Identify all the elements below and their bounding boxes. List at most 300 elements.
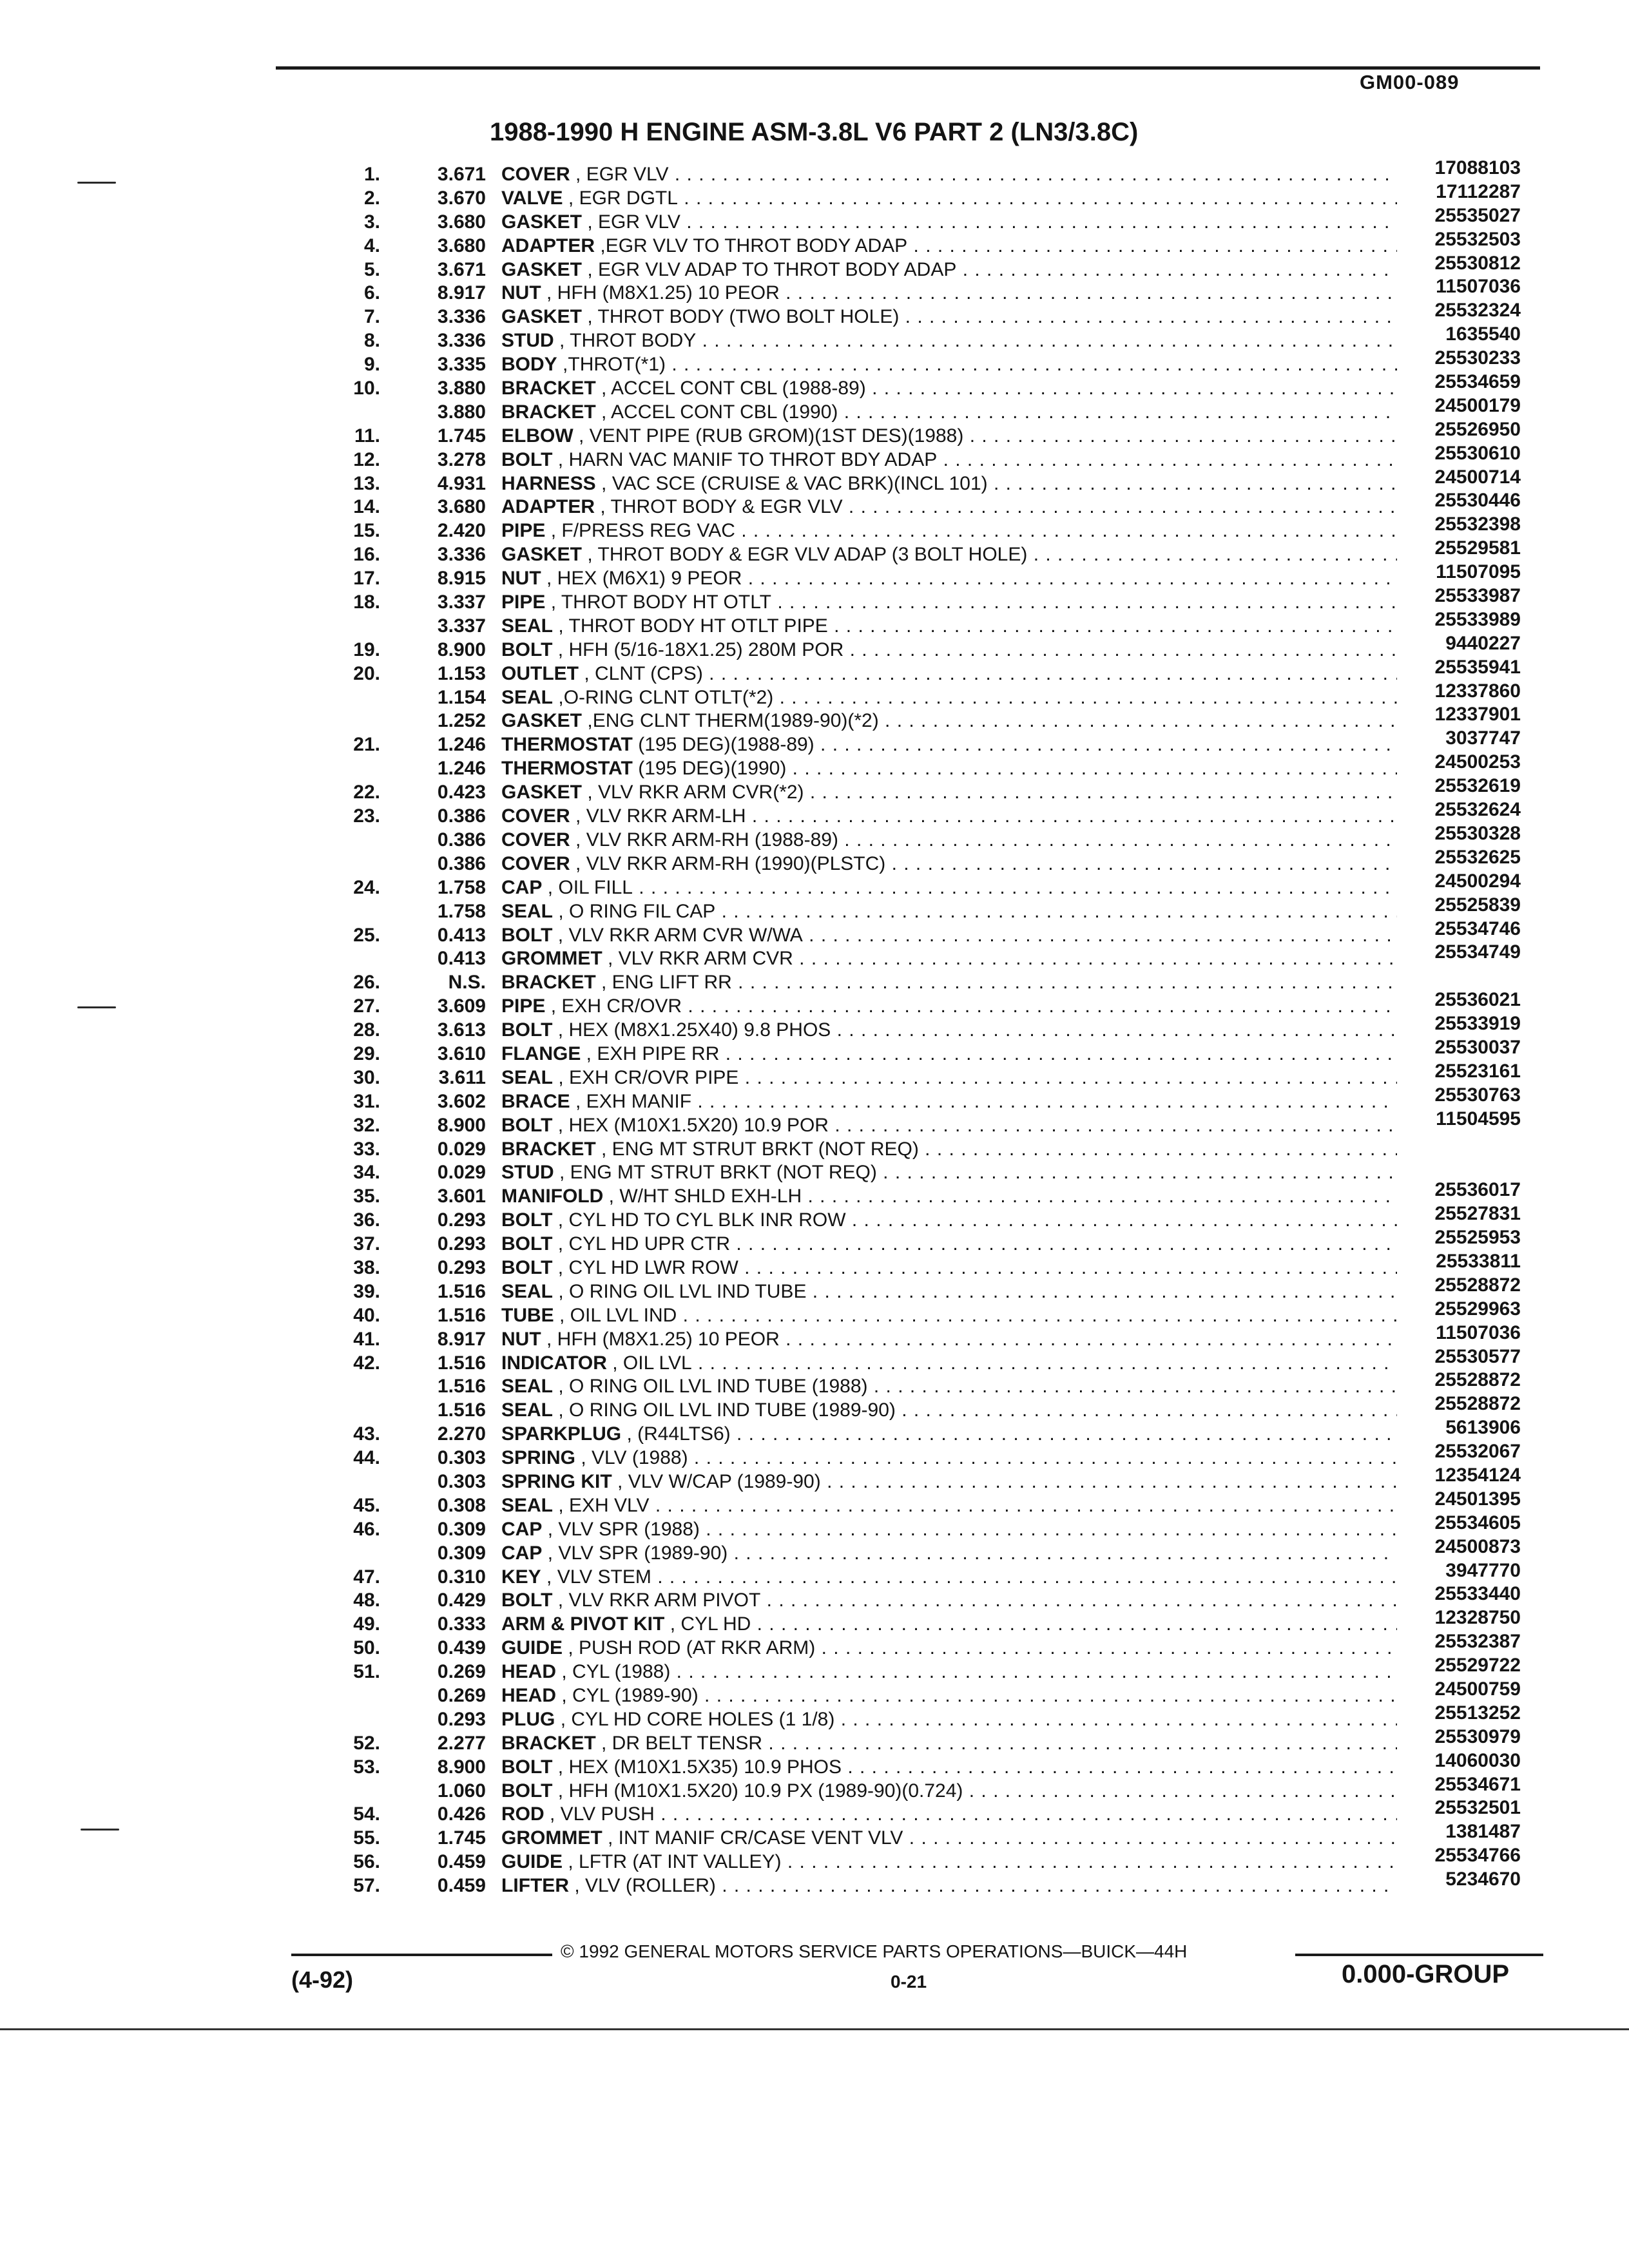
part-number: 24501395 [1434,1488,1521,1510]
group-number: 3.680 [437,211,486,233]
group-number: 3.336 [437,330,486,352]
page-code: GM00-089 [1360,71,1460,93]
part-name: NUT [501,568,541,590]
part-number: 25532324 [1434,300,1521,322]
group-number: 3.602 [437,1090,486,1112]
parts-row [0,966,1629,994]
item-number: 42. [353,1352,380,1374]
item-number: 54. [353,1803,380,1825]
parts-row [0,252,1629,280]
group-number: 0.439 [437,1637,486,1659]
part-name: OUTLET [501,662,579,684]
part-name: BOLT [501,1256,553,1278]
part-number: 25530446 [1434,490,1521,512]
parts-row [0,1488,1629,1516]
parts-row [0,347,1629,376]
group-number: 1.516 [437,1399,486,1421]
part-number: 25530037 [1434,1036,1521,1058]
part-detail: , HFH (M8X1.25) 10 PEOR [546,1328,780,1350]
parts-row [0,680,1629,708]
group-number: 8.900 [437,1114,486,1136]
parts-row [0,1345,1629,1374]
part-name: GASKET [501,306,583,328]
part-name: BOLT [501,1590,553,1611]
part-detail: ,EGR VLV TO THROT BODY ADAP [600,235,908,256]
parts-row [0,1203,1629,1231]
part-name: CAP [501,1518,543,1540]
part-detail: , W/HT SHLD EXH-LH [608,1186,802,1207]
parts-row [0,442,1629,470]
part-number: 25525839 [1434,894,1521,916]
part-name: KEY [501,1566,541,1588]
part-detail: , VLV (1988) [581,1447,688,1469]
item-number: 46. [353,1518,380,1540]
parts-row [0,608,1629,637]
parts-row [0,1631,1629,1659]
part-detail: , EXH CR/OVR PIPE [558,1066,739,1088]
part-number: 14060030 [1434,1749,1521,1771]
part-number: 25535941 [1434,656,1521,678]
item-number: 48. [353,1590,380,1611]
part-description [501,1874,1397,1898]
part-detail: , THROT BODY HT OTLT PIPE [558,615,828,637]
part-name: INDICATOR [501,1352,607,1374]
group-number: 0.413 [437,948,486,970]
group-number: 1.246 [437,734,486,756]
parts-row [0,1133,1629,1160]
item-number: 30. [353,1066,380,1088]
part-name: BRACKET [501,378,596,399]
item-number: 13. [353,472,380,494]
group-number: 1.758 [437,876,486,898]
part-number: 24500294 [1434,870,1521,892]
part-detail: , CYL HD [670,1613,751,1635]
group-number: 8.917 [437,1328,486,1350]
part-name: CAP [501,1542,543,1564]
part-number: 17088103 [1434,157,1521,178]
parts-row [0,300,1629,328]
group-number: 0.423 [437,782,486,803]
parts-row [0,1036,1629,1064]
part-detail: ,ENG CLNT THERM(1989-90)(*2) [587,710,879,732]
item-number: 23. [353,805,380,827]
part-name: BOLT [501,1209,553,1231]
parts-row [0,775,1629,803]
item-number: 27. [353,995,380,1017]
part-name: BRACKET [501,1138,596,1160]
item-number: 4. [363,235,380,256]
part-name: COVER [501,829,570,850]
part-number: 24500759 [1434,1678,1521,1700]
part-detail: , EXH CR/OVR [550,995,682,1017]
item-number: 9. [363,354,380,376]
part-number: 25529963 [1434,1298,1521,1320]
part-name: PIPE [501,520,546,542]
item-number: 50. [353,1637,380,1659]
part-detail: , ACCEL CONT CBL (1988-89) [601,378,866,399]
parts-row [0,1108,1629,1136]
part-number: 25523161 [1434,1060,1521,1082]
part-name: COVER [501,805,570,827]
part-detail: , HARN VAC MANIF TO THROT BDY ADAP [557,448,938,470]
part-name: STUD [501,330,554,352]
group-number: 1.745 [437,1827,486,1849]
group-number: 3.680 [437,235,486,256]
part-detail: , VLV RKR ARM-RH (1988-89) [575,829,838,850]
group-number: 0.303 [437,1470,486,1492]
part-detail: , HFH (M10X1.5X20) 10.9 PX (1989-90)(0.724) [557,1780,963,1802]
part-number: 25530610 [1434,442,1521,464]
item-number: 44. [353,1447,380,1469]
group-number: 1.154 [437,686,486,708]
group-number: 8.915 [437,568,486,590]
part-detail: , ENG MT STRUT BRKT (NOT REQ) [601,1138,919,1160]
group-number: 0.293 [437,1209,486,1231]
item-number: 49. [353,1613,380,1635]
footer-rule-left [291,1954,552,1956]
part-detail: , CYL HD CORE HOLES (1 1/8) [560,1708,835,1730]
part-name: GROMMET [501,1827,602,1849]
item-number: 6. [363,282,380,304]
item-number: 2. [363,187,380,209]
part-name: NUT [501,282,541,304]
part-name: PLUG [501,1708,555,1730]
part-number: 25532624 [1434,799,1521,821]
part-detail: , VAC SCE (CRUISE & VAC BRK)(INCL 101) [601,472,988,494]
part-detail: , CYL (1989-90) [561,1685,699,1706]
parts-row [0,1655,1629,1683]
part-name: BRACKET [501,1732,596,1754]
part-name: HEAD [501,1661,557,1683]
part-number: 25532625 [1434,846,1521,868]
part-name: LIFTER [501,1875,569,1897]
part-name: BRACKET [501,972,596,994]
bottom-rule [0,2028,1629,2030]
group-number: 3.880 [437,401,486,423]
part-number: 25534659 [1434,371,1521,393]
part-detail: , EGR VLV [587,211,680,233]
part-number: 25529581 [1434,537,1521,559]
part-name: SEAL [501,1066,554,1088]
part-number: 25525953 [1434,1227,1521,1249]
footer-page-number: 0-21 [891,1972,927,1992]
parts-row [0,918,1629,946]
parts-row [0,1535,1629,1564]
part-detail: , CYL HD LWR ROW [557,1256,738,1278]
part-number: 1635540 [1445,323,1521,345]
item-number: 33. [353,1138,380,1160]
parts-row [0,418,1629,447]
part-name: PIPE [501,591,546,613]
item-number: 34. [353,1162,380,1184]
group-number: 0.459 [437,1875,486,1897]
parts-row [0,371,1629,399]
group-number: 0.269 [437,1661,486,1683]
part-detail: , THROT BODY (TWO BOLT HOLE) [587,306,900,328]
parts-row [0,1702,1629,1730]
parts-row [0,1607,1629,1635]
part-detail: , THROT BODY & EGR VLV ADAP (3 BOLT HOLE) [587,544,1028,566]
part-detail: (195 DEG)(1990) [638,758,787,780]
part-number: 25530812 [1434,252,1521,274]
group-number: 1.516 [437,1376,486,1398]
part-number: 25533811 [1436,1250,1521,1272]
part-name: BRACE [501,1090,570,1112]
part-number: 25534605 [1434,1512,1521,1533]
parts-row [0,490,1629,518]
part-name: ADAPTER [501,496,595,518]
margin-mark [81,1829,119,1831]
part-detail: ,THROT(*1) [563,354,666,376]
part-detail: , CYL (1988) [561,1661,671,1683]
group-number: 3.337 [437,615,486,637]
group-number: 0.386 [437,805,486,827]
part-detail: , O RING FIL CAP [558,900,716,922]
part-number: 12337901 [1434,704,1521,726]
part-number: 24500253 [1434,751,1521,773]
part-detail: ,O-RING CLNT OTLT(*2) [558,686,774,708]
part-detail: , HFH (5/16-18X1.25) 280M POR [557,639,844,660]
part-detail: , HEX (M8X1.25X40) 9.8 PHOS [557,1019,831,1041]
parts-row [0,1869,1629,1897]
item-number: 43. [353,1423,380,1445]
part-name: GASKET [501,782,583,803]
group-number: 0.029 [437,1138,486,1160]
group-number: 0.309 [437,1542,486,1564]
part-detail: , THROT BODY HT OTLT [550,591,771,613]
part-name: GUIDE [501,1637,563,1659]
parts-row [0,1250,1629,1278]
parts-row [0,632,1629,660]
item-number: 53. [353,1756,380,1778]
item-number: 26. [353,972,380,994]
part-number: 25533987 [1434,585,1521,607]
margin-mark [77,1006,116,1008]
part-number: 25532501 [1434,1797,1521,1819]
part-detail: , ENG LIFT RR [601,972,732,994]
part-name: BOLT [501,448,553,470]
parts-row [0,1227,1629,1255]
item-number: 36. [353,1209,380,1231]
part-detail: , PUSH ROD (AT RKR ARM) [568,1637,816,1659]
group-number: 3.671 [437,164,486,185]
group-number: 3.670 [437,187,486,209]
item-number: 52. [353,1732,380,1754]
part-name: COVER [501,852,570,874]
part-name: ARM & PIVOT KIT [501,1613,665,1635]
group-number: 0.293 [437,1233,486,1255]
part-name: THERMOSTAT [501,734,633,756]
part-name: HEAD [501,1685,557,1706]
parts-row [0,1321,1629,1350]
part-name: SPRING KIT [501,1470,612,1492]
item-number: 32. [353,1114,380,1136]
part-detail: , HEX (M10X1.5X20) 10.9 POR [557,1114,829,1136]
item-number: 41. [353,1328,380,1350]
item-number: 45. [353,1494,380,1516]
part-number: 24500179 [1434,394,1521,416]
part-number: 25534749 [1434,941,1521,963]
item-number: 15. [353,520,380,542]
group-number: 3.336 [437,544,486,566]
parts-row [0,204,1629,233]
part-detail: , VLV W/CAP (1989-90) [617,1470,821,1492]
part-name: SEAL [501,1399,554,1421]
parts-row [0,323,1629,352]
margin-mark [77,182,116,184]
part-number: 25532503 [1434,228,1521,250]
part-number: 3037747 [1445,727,1521,749]
parts-row [0,1773,1629,1802]
parts-row [0,1417,1629,1445]
item-number: 16. [353,544,380,566]
part-detail: , ENG MT STRUT BRKT (NOT REQ) [559,1162,877,1184]
part-detail: , VLV STEM [546,1566,651,1588]
parts-row [0,1441,1629,1469]
group-number: 1.060 [437,1780,486,1802]
group-number: 2.420 [437,520,486,542]
item-number: 56. [353,1851,380,1873]
part-number: 25530233 [1434,347,1521,369]
part-number: 25534671 [1434,1773,1521,1795]
part-detail: , (R44LTS6) [626,1423,731,1445]
item-number: 31. [353,1090,380,1112]
part-number: 12337860 [1434,680,1521,702]
part-number: 24500873 [1434,1535,1521,1557]
group-number: 1.246 [437,758,486,780]
part-detail: , THROT BODY & EGR VLV [600,496,843,518]
parts-row [0,1464,1629,1492]
part-number: 25536021 [1434,989,1521,1011]
part-name: SEAL [501,900,554,922]
item-number: 39. [353,1280,380,1302]
parts-row [0,1821,1629,1849]
header-rule [276,66,1540,70]
group-number: 0.386 [437,852,486,874]
part-name: BOLT [501,1756,553,1778]
part-detail: , EXH MANIF [575,1090,692,1112]
parts-row [0,394,1629,423]
parts-row [0,1393,1629,1421]
parts-row [0,894,1629,922]
part-name: NUT [501,1328,541,1350]
part-number: 25532398 [1434,514,1521,535]
item-number: 24. [353,876,380,898]
part-detail: , VLV RKR ARM CVR(*2) [587,782,804,803]
parts-row [0,514,1629,542]
part-detail: , EGR VLV [575,164,669,185]
parts-row [0,561,1629,590]
part-number: 11504595 [1436,1108,1521,1129]
group-number: 1.516 [437,1280,486,1302]
parts-row [0,1797,1629,1825]
part-number: 5613906 [1445,1417,1521,1439]
part-detail: , ACCEL CONT CBL (1990) [601,401,838,423]
item-number: 7. [363,306,380,328]
parts-row [0,846,1629,874]
part-detail: , CYL HD UPR CTR [557,1233,731,1255]
part-number: 25532067 [1434,1441,1521,1463]
parts-row [0,1559,1629,1588]
parts-row [0,1369,1629,1398]
parts-row [0,276,1629,304]
part-name: VALVE [501,187,563,209]
part-number: 25533919 [1434,1013,1521,1035]
part-number: 12328750 [1434,1607,1521,1629]
part-number: 25530979 [1434,1725,1521,1747]
part-name: SEAL [501,1376,554,1398]
part-detail: , EXH PIPE RR [586,1043,720,1064]
item-number: 5. [363,258,380,280]
group-number: 0.333 [437,1613,486,1635]
part-detail: , VENT PIPE (RUB GROM)(1ST DES)(1988) [579,425,964,447]
part-name: PIPE [501,995,546,1017]
part-detail: , O RING OIL LVL IND TUBE [558,1280,807,1302]
group-number: 1.758 [437,900,486,922]
part-name: BOLT [501,639,553,660]
footer-date: (4-92) [291,1966,354,1993]
parts-row [0,656,1629,684]
part-name: BOLT [501,1019,553,1041]
parts-row [0,941,1629,970]
part-detail: , VLV RKR ARM PIVOT [557,1590,761,1611]
group-number: 8.900 [437,639,486,660]
parts-row [0,1583,1629,1611]
part-name: SPARKPLUG [501,1423,622,1445]
part-detail: (195 DEG)(1988-89) [638,734,815,756]
part-detail: , OIL FILL [547,876,633,898]
item-number: 8. [363,330,380,352]
group-number: 3.278 [437,448,486,470]
item-number: 18. [353,591,380,613]
parts-row [0,1013,1629,1041]
part-detail: , VLV RKR ARM CVR W/WA [557,924,803,946]
part-number: 11507036 [1436,276,1521,298]
part-number: 9440227 [1445,632,1521,654]
part-detail: , VLV SPR (1988) [547,1518,700,1540]
part-name: BOLT [501,1780,553,1802]
part-number: 25527831 [1434,1203,1521,1225]
part-name: GROMMET [501,948,602,970]
part-name: BRACKET [501,401,596,423]
part-number: 25533989 [1434,608,1521,630]
group-number: 0.029 [437,1162,486,1184]
group-number: 1.153 [437,662,486,684]
part-detail: , OIL LVL [612,1352,692,1374]
part-number: 25529722 [1434,1655,1521,1677]
part-number: 11507095 [1436,561,1521,583]
item-number: 57. [353,1875,380,1897]
parts-row [0,727,1629,756]
group-number: 0.459 [437,1851,486,1873]
group-number: 0.303 [437,1447,486,1469]
part-number: 25530328 [1434,822,1521,844]
parts-row [0,822,1629,850]
part-detail: , INT MANIF CR/CASE VENT VLV [608,1827,903,1849]
part-number: 12354124 [1434,1464,1521,1486]
part-name: GASKET [501,544,583,566]
item-number: 3. [363,211,380,233]
part-name: FLANGE [501,1043,581,1064]
part-name: GASKET [501,710,583,732]
group-number: 0.429 [437,1590,486,1611]
parts-row [0,585,1629,613]
item-number: 1. [363,164,380,185]
parts-row [0,1179,1629,1207]
part-name: BOLT [501,1233,553,1255]
parts-row [0,751,1629,780]
item-number: 40. [353,1304,380,1326]
